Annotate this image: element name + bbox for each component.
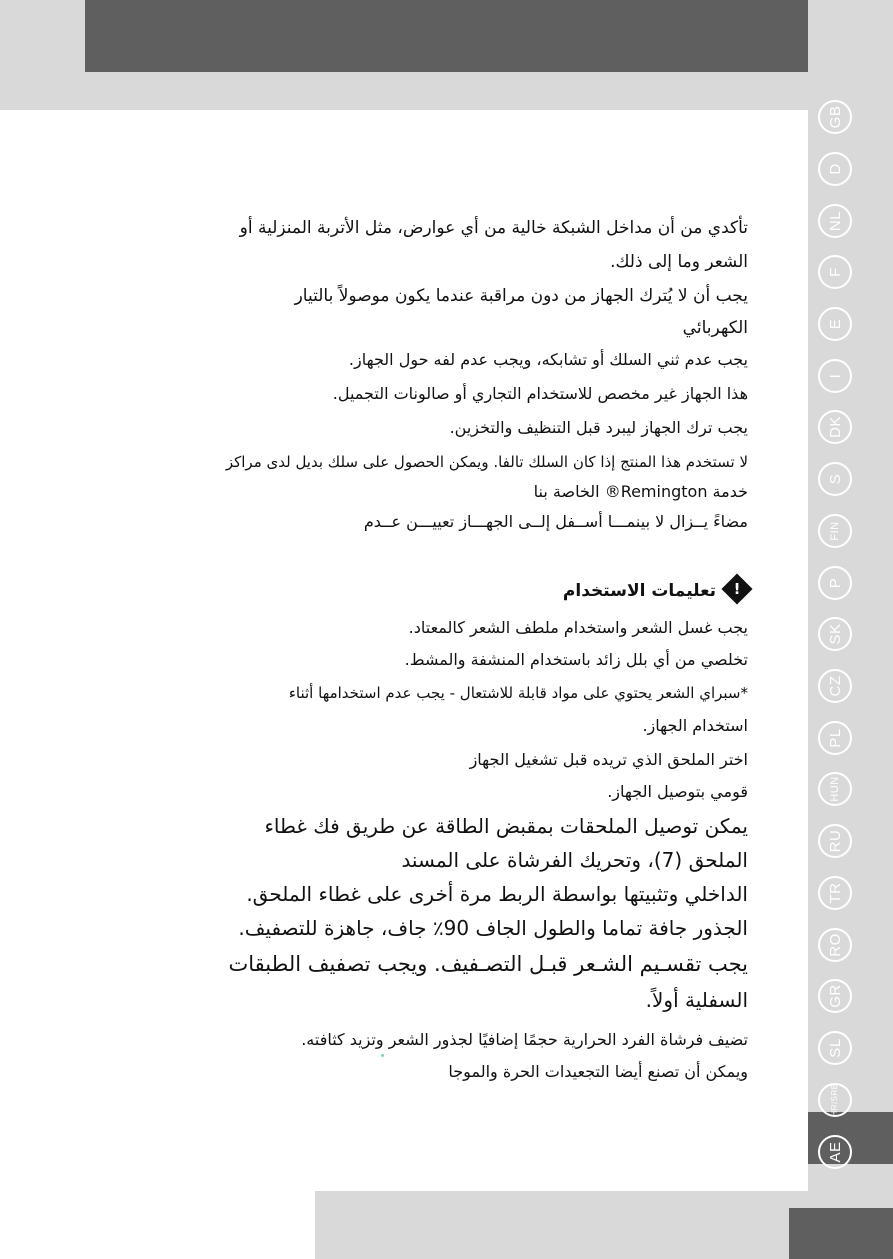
lang-tab-sk[interactable]: SK <box>818 617 852 651</box>
lang-tab-sl[interactable]: SL <box>818 1031 852 1065</box>
instruction-line: يجب تقسـيم الشـعر قبـل التصـفيف. ويجب تصفيف الطبقات <box>228 952 748 976</box>
lang-tab-ru[interactable]: RU <box>818 824 852 858</box>
paragraph-line: تأكدي من أن مداخل الشبكة خالية من أي عوارض، مثل الأتربة المنزلية أو <box>239 218 748 238</box>
lang-tab-gb[interactable]: GB <box>818 100 852 134</box>
lang-tab-p[interactable]: P <box>818 566 852 600</box>
instruction-line: ويمكن أن تصنع أيضا التجعيدات الحرة والموجا <box>448 1062 748 1081</box>
instruction-line: السفلية أولاً. <box>645 988 748 1012</box>
lang-tab-d[interactable]: D <box>818 152 852 186</box>
header-bar <box>85 0 808 72</box>
section-heading-text: تعليمات الاستخدام <box>562 581 717 601</box>
instruction-line: الداخلي وتثبيتها بواسطة الربط مرة أخرى على غطاء الملحق. <box>246 882 748 906</box>
instruction-line: *سبراي الشعر يحتوي على مواد قابلة للاشتعال - يجب عدم استخدامها أثناء <box>288 684 748 702</box>
paragraph-line: مضاءً يــزال لا بينمـــا أســفل إلــى الجهـــاز تعييـــن عــدم <box>363 512 748 531</box>
lang-tab-cz[interactable]: CZ <box>818 669 852 703</box>
section-heading <box>563 574 748 601</box>
paragraph-line: الشعر وما إلى ذلك. <box>610 252 748 272</box>
instruction-line: تضيف فرشاة الفرد الحرارية حجمًا إضافيًا لجذور الشعر وتزيد كثافته. <box>301 1030 748 1049</box>
page-number-box <box>789 1208 893 1259</box>
paragraph-line: لا تستخدم هذا المنتج إذا كان السلك تالفا. ويمكن الحصول على سلك بديل لدى مراكز <box>225 453 748 471</box>
paragraph-line: يجب أن لا يُترك الجهاز من دون مراقبة عندما يكون موصولاً بالتيار <box>294 286 748 306</box>
paragraph-line: خدمة Remington® الخاصة بنا <box>533 482 748 501</box>
lang-tab-gr[interactable]: GR <box>818 979 852 1013</box>
lang-tab-e[interactable]: E <box>818 307 852 341</box>
footer-band <box>315 1191 808 1259</box>
instruction-line: اختر الملحق الذي تريده قبل تشغيل الجهاز <box>469 750 748 769</box>
instruction-line: تخلصي من أي بلل زائد باستخدام المنشفة والمشط. <box>404 650 748 669</box>
paragraph-line: الكهربائي <box>682 318 748 338</box>
paragraph-line: يجب عدم ثني السلك أو تشابكه، ويجب عدم لفه حول الجهاز. <box>348 350 748 369</box>
lang-tab-pl[interactable]: PL <box>818 721 852 755</box>
paragraph-line: هذا الجهاز غير مخصص للاستخدام التجاري أو صالونات التجميل. <box>332 384 748 403</box>
lang-tab-dk[interactable]: DK <box>818 410 852 444</box>
warning-icon: ! <box>721 573 752 604</box>
lang-tab-s[interactable]: S <box>818 462 852 496</box>
lang-tab-tr[interactable]: TR <box>818 876 852 910</box>
lang-tab-f[interactable]: F <box>818 255 852 289</box>
lang-tab-nl[interactable]: NL <box>818 204 852 238</box>
lang-tab-fin[interactable]: FIN <box>818 514 852 548</box>
lang-tab-i[interactable]: I <box>818 359 852 393</box>
instruction-line: قومي بتوصيل الجهاز. <box>607 782 748 801</box>
paragraph-line: يجب ترك الجهاز ليبرد قبل التنظيف والتخزين. <box>449 418 748 437</box>
lang-tab-ae[interactable]: AE <box>818 1135 852 1169</box>
instruction-line: استخدام الجهاز. <box>642 716 748 735</box>
instruction-line: يمكن توصيل الملحقات بمقبض الطاقة عن طريق فك غطاء <box>264 814 748 838</box>
lang-tab-hr-srb[interactable]: HR/SRB <box>818 1083 852 1117</box>
instruction-line: يجب غسل الشعر واستخدام ملطف الشعر كالمعتاد. <box>408 618 748 637</box>
stray-mark <box>381 1054 384 1057</box>
instruction-line: الملحق (7)، وتحريك الفرشاة على المسند <box>401 848 748 872</box>
lang-tab-ro[interactable]: RO <box>818 928 852 962</box>
lang-tab-hun[interactable]: HUN <box>818 772 852 806</box>
instruction-line: الجذور جافة تماما والطول الجاف 90٪ جاف، جاهزة للتصفيف. <box>238 916 748 940</box>
